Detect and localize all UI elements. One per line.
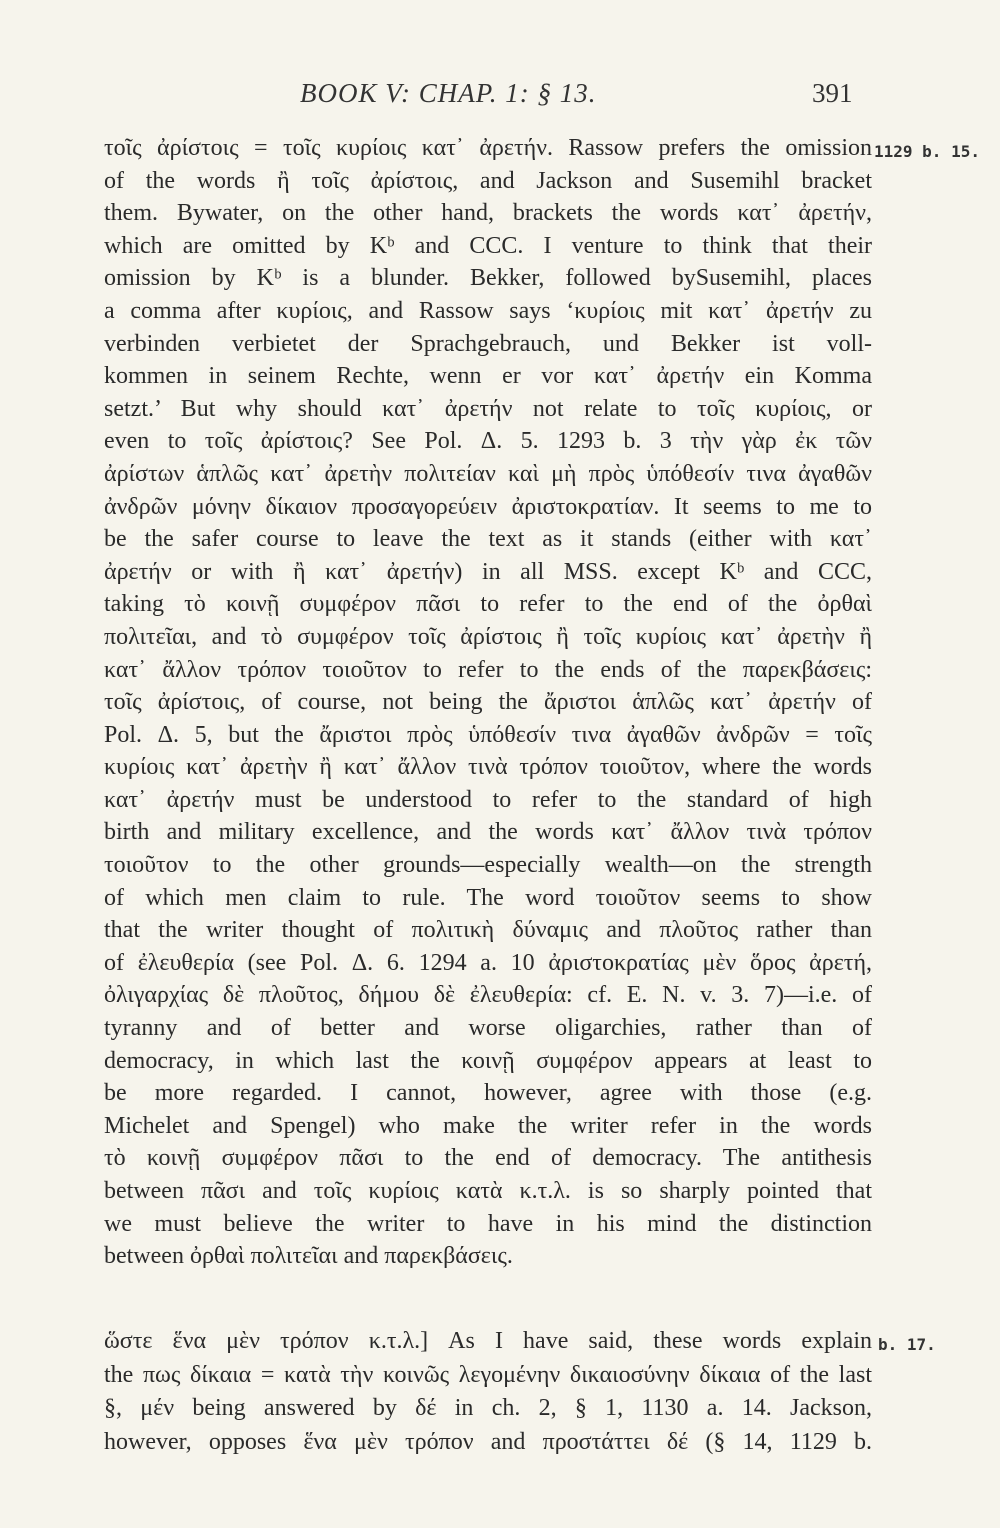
commentary-paragraph-2 bbox=[104, 1325, 872, 1459]
text-line: ἀρετήν or with ἢ κατ᾽ ἀρετήν) in all MSS. except Kᵇ and CCC, bbox=[104, 558, 872, 585]
text-line: kommen in seinem Rechte, wenn er vor κατ᾽ ἀρετήν ein Komma bbox=[104, 363, 872, 390]
text-line: a comma after κυρίοις, and Rassow says ‘κυρίοις mit κατ᾽ ἀρετήν zu bbox=[104, 297, 872, 324]
text-line: between πᾶσι and τοῖς κυρίοις κατὰ κ.τ.λ. is so sharply pointed that bbox=[104, 1178, 872, 1204]
text-line: setzt.’ But why should κατ᾽ ἀρετήν not relate to τοῖς κυρίοις, or bbox=[104, 395, 872, 422]
text-line: that the writer thought of πολιτικὴ δύναμις and πλοῦτος rather than bbox=[104, 917, 872, 944]
text-line: §, μέν being answered by δέ in ch. 2, § 1, 1130 a. 14. Jackson, bbox=[104, 1395, 872, 1421]
text-line: between ὀρθαὶ πολιτεῖαι and παρεκβάσεις. bbox=[104, 1243, 513, 1270]
text-line: omission by Kᵇ is a blunder. Bekker, followed bySusemihl, places bbox=[104, 265, 872, 292]
text-line: taking τὸ κοινῇ συμφέρον πᾶσι to refer to the end of the ὀρθαὶ bbox=[104, 591, 872, 618]
text-line: ἀνδρῶν μόνην δίκαιον προσαγορεύειν ἀριστοκρατίαν. It seems to me to bbox=[104, 493, 872, 520]
text-line: κατ᾽ ἄλλον τρόπον τοιοῦτον to refer to the ends of the παρεκβάσεις: bbox=[104, 656, 872, 683]
text-line: of the words ἢ τοῖς ἀρίστοις, and Jackson and Susemihl bracket bbox=[104, 167, 872, 194]
text-line: τοῖς ἀρίστοις = τοῖς κυρίοις κατ᾽ ἀρετήν. Rassow prefers the omission bbox=[104, 135, 872, 161]
text-line: however, opposes ἕνα μὲν τρόπον and προστάττει δέ (§ 14, 1129 b. bbox=[104, 1428, 872, 1455]
running-head: BOOK V: CHAP. 1: § 13. bbox=[300, 78, 597, 108]
text-line: be more regarded. I cannot, however, agree with those (e.g. bbox=[104, 1080, 872, 1107]
text-line: κυρίοις κατ᾽ ἀρετὴν ἢ κατ᾽ ἄλλον τινὰ τρόπον τοιοῦτον, where the words bbox=[104, 754, 872, 781]
text-line: ἀρίστων ἁπλῶς κατ᾽ ἀρετὴν πολιτείαν καὶ μὴ πρὸς ὑπόθεσίν τινα ἀγαθῶν bbox=[104, 460, 872, 487]
text-line: πολιτεῖαι, and τὸ συμφέρον τοῖς ἀρίστοις ἢ τοῖς κυρίοις κατ᾽ ἀρετὴν ἢ bbox=[104, 623, 872, 650]
text-line: ὀλιγαρχίας δὲ πλοῦτος, δήμου δὲ ἐλευθερία: cf. E. N. v. 3. 7)—i.e. of bbox=[104, 982, 872, 1009]
text-line: them. Bywater, on the other hand, brackets the words κατ᾽ ἀρετήν, bbox=[104, 200, 872, 227]
margin-reference: 1129 b. 15. bbox=[874, 142, 980, 161]
text-line: of ἐλευθερία (see Pol. Δ. 6. 1294 a. 10 ἀριστοκρατίας μὲν ὅρος ἀρετή, bbox=[104, 949, 872, 976]
text-line: Pol. Δ. 5, but the ἄριστοι πρὸς ὑπόθεσίν τινα ἀγαθῶν ἀνδρῶν = τοῖς bbox=[104, 721, 872, 748]
margin-reference: b. 17. bbox=[878, 1335, 936, 1354]
page-header bbox=[0, 78, 1000, 118]
text-line: τοῖς ἀρίστοις, of course, not being the ἄριστοι ἁπλῶς κατ᾽ ἀρετήν of bbox=[104, 689, 872, 716]
text-line: we must believe the writer to have in his mind the distinction bbox=[104, 1210, 872, 1237]
text-line: κατ᾽ ἀρετήν must be understood to refer to the standard of high bbox=[104, 786, 872, 813]
commentary-paragraph-1 bbox=[104, 132, 872, 1273]
text-line: birth and military excellence, and the words κατ᾽ ἄλλον τινὰ τρόπον bbox=[104, 819, 872, 846]
text-line: be the safer course to leave the text as it stands (either with κατ᾽ bbox=[104, 526, 872, 553]
text-line: even to τοῖς ἀρίστοις? See Pol. Δ. 5. 1293 b. 3 τὴν γὰρ ἐκ τῶν bbox=[104, 428, 872, 455]
text-line: democracy, in which last the κοινῇ συμφέρον appears at least to bbox=[104, 1047, 872, 1074]
text-line: ὥστε ἕνα μὲν τρόπον κ.τ.λ.] As I have said, these words explain bbox=[104, 1328, 872, 1354]
text-line: τοιοῦτον to the other grounds—especially wealth—on the strength bbox=[104, 852, 872, 879]
text-line: of which men claim to rule. The word τοιοῦτον seems to show bbox=[104, 884, 872, 911]
text-line: Michelet and Spengel) who make the writer refer in the words bbox=[104, 1112, 872, 1139]
text-line: which are omitted by Kᵇ and CCC. I venture to think that their bbox=[104, 232, 872, 259]
text-line: τὸ κοινῇ συμφέρον πᾶσι to the end of democracy. The antithesis bbox=[104, 1145, 872, 1172]
text-line: tyranny and of better and worse oligarchies, rather than of bbox=[104, 1015, 872, 1042]
text-line: verbinden verbietet der Sprachgebrauch, und Bekker ist voll- bbox=[104, 330, 872, 357]
page-number: 391 bbox=[812, 78, 853, 108]
text-line: the πως δίκαια = κατὰ τὴν κοινῶς λεγομένην δικαιοσύνην δίκαια of the last bbox=[104, 1361, 872, 1388]
